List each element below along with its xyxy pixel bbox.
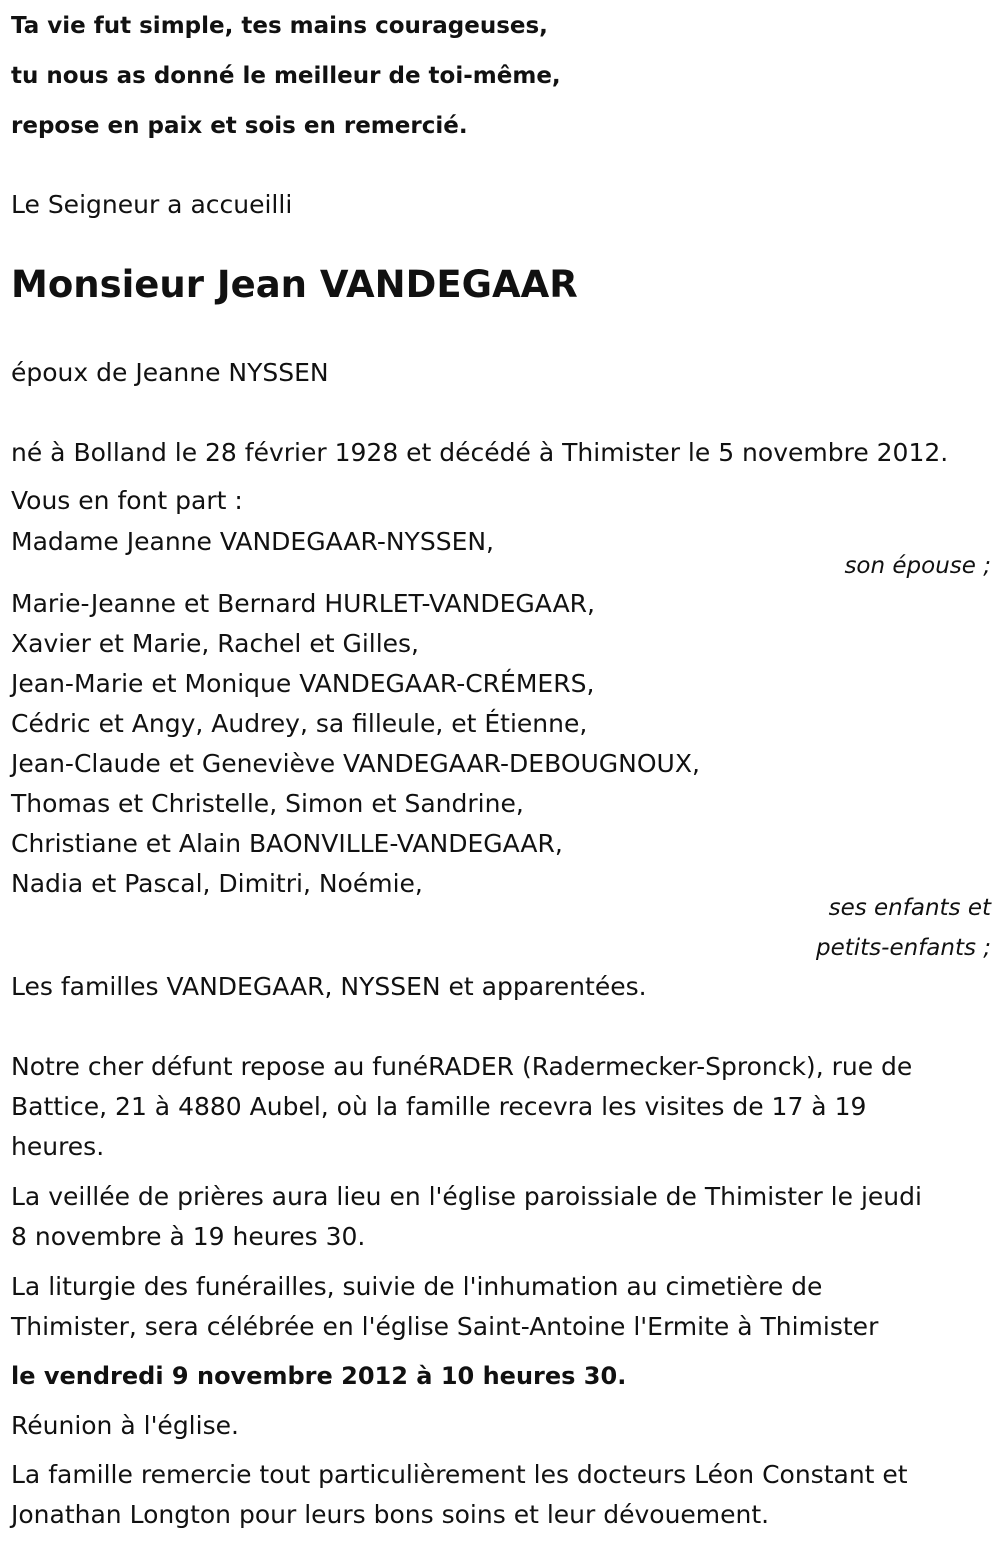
child-line: Jean-Claude et Geneviève VANDEGAAR-DEBOUGNOUX, xyxy=(11,749,700,778)
spouse-role: son épouse ; xyxy=(844,553,991,579)
rest-paragraph-line: Notre cher défunt repose au funéRADER (Radermecker-Spronck), rue de xyxy=(11,1052,913,1081)
deceased-name: Monsieur Jean VANDEGAAR xyxy=(11,263,578,306)
liturgy-paragraph-line: Thimister, sera célébrée en l'église Saint-Antoine l'Ermite à Thimister xyxy=(11,1312,879,1341)
child-line: Nadia et Pascal, Dimitri, Noémie, xyxy=(11,869,423,898)
thanks-paragraph-line: La famille remercie tout particulièrement les docteurs Léon Constant et xyxy=(11,1460,908,1489)
spouse-line: époux de Jeanne NYSSEN xyxy=(11,358,329,387)
child-line: Jean-Marie et Monique VANDEGAAR-CRÉMERS, xyxy=(11,669,595,698)
funeral-date: le vendredi 9 novembre 2012 à 10 heures 30. xyxy=(11,1362,627,1390)
intro-text: Le Seigneur a accueilli xyxy=(11,190,293,219)
meeting-line: Réunion à l'église. xyxy=(11,1411,239,1440)
poem-line: tu nous as donné le meilleur de toi-même, xyxy=(11,63,561,89)
children-role: petits-enfants ; xyxy=(815,935,991,961)
children-role: ses enfants et xyxy=(828,895,991,921)
vigil-paragraph-line: 8 novembre à 19 heures 30. xyxy=(11,1222,366,1251)
child-line: Marie-Jeanne et Bernard HURLET-VANDEGAAR, xyxy=(11,589,595,618)
child-line: Cédric et Angy, Audrey, sa filleule, et Étienne, xyxy=(11,709,588,738)
families-line: Les familles VANDEGAAR, NYSSEN et apparentées. xyxy=(11,972,647,1001)
rest-paragraph-line: Battice, 21 à 4880 Aubel, où la famille recevra les visites de 17 à 19 xyxy=(11,1092,867,1121)
child-line: Thomas et Christelle, Simon et Sandrine, xyxy=(11,789,524,818)
poem-line: Ta vie fut simple, tes mains courageuses, xyxy=(11,13,548,39)
child-line: Christiane et Alain BAONVILLE-VANDEGAAR, xyxy=(11,829,563,858)
spouse-name: Madame Jeanne VANDEGAAR-NYSSEN, xyxy=(11,527,495,556)
birth-death-line: né à Bolland le 28 février 1928 et décédé à Thimister le 5 novembre 2012. xyxy=(11,438,949,467)
vigil-paragraph-line: La veillée de prières aura lieu en l'église paroissiale de Thimister le jeudi xyxy=(11,1182,922,1211)
child-line: Xavier et Marie, Rachel et Gilles, xyxy=(11,629,420,658)
rest-paragraph-line: heures. xyxy=(11,1132,105,1161)
thanks-paragraph-line: Jonathan Longton pour leurs bons soins et leur dévouement. xyxy=(11,1500,770,1529)
announce-intro: Vous en font part : xyxy=(11,486,243,515)
poem-line: repose en paix et sois en remercié. xyxy=(11,113,468,139)
liturgy-paragraph-line: La liturgie des funérailles, suivie de l'inhumation au cimetière de xyxy=(11,1272,823,1301)
